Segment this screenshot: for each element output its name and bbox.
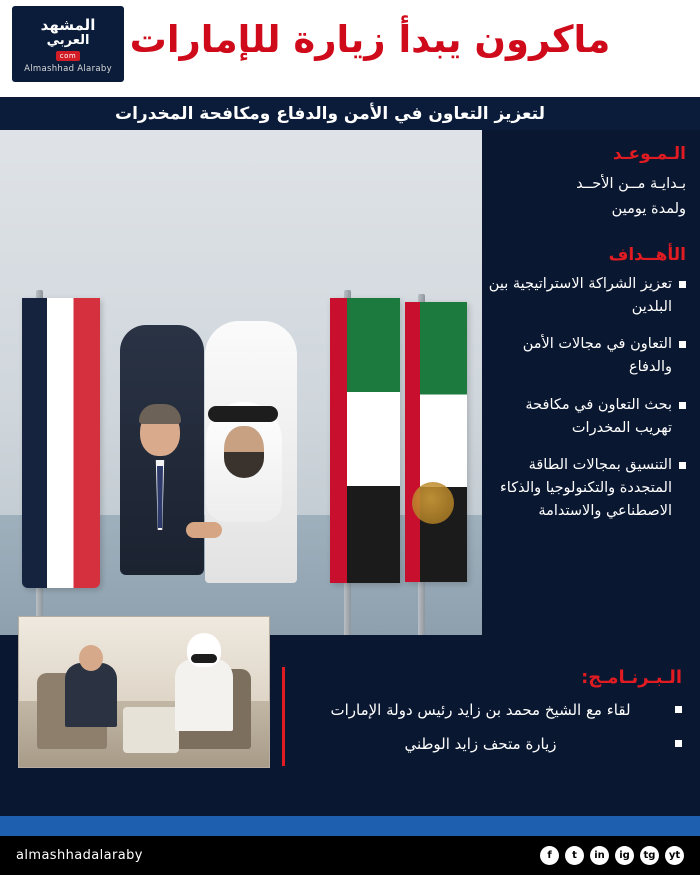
logo-english: Almashhad Alaraby bbox=[24, 63, 112, 74]
subhead-bar bbox=[0, 97, 700, 130]
twitter-icon[interactable]: t bbox=[565, 846, 584, 865]
list-item: لقاء مع الشيخ محمد بن زايد رئيس دولة الإمارات bbox=[295, 698, 682, 722]
goals-section-title: الأهــداف bbox=[608, 244, 686, 265]
handshake bbox=[186, 522, 222, 538]
date-section-title: الـمـوعـد bbox=[612, 144, 686, 164]
program-title: الـبـرنـامـج: bbox=[581, 667, 682, 688]
brand-logo bbox=[12, 6, 124, 82]
person-mbz-agal bbox=[208, 406, 278, 422]
list-item: بحث التعاون في مكافحة تهريب المخدرات bbox=[486, 394, 686, 440]
footer-brand: almashhadalaraby bbox=[16, 848, 143, 863]
list-item: تعزيز الشراكة الاستراتيجية بين البلدين bbox=[486, 273, 686, 319]
body bbox=[0, 130, 700, 836]
subhead-text: لتعزيز التعاون في الأمن والدفاع ومكافحة المخدرات bbox=[115, 103, 545, 124]
youtube-icon[interactable]: yt bbox=[665, 846, 684, 865]
page-title: ماكرون يبدأ زيارة للإمارات bbox=[129, 18, 611, 61]
photo-person-right bbox=[175, 659, 233, 731]
program-section bbox=[282, 667, 682, 766]
linkedin-icon[interactable]: in bbox=[590, 846, 609, 865]
flag-uae-1 bbox=[330, 298, 400, 583]
flag-uae-2 bbox=[405, 302, 467, 582]
photo-table bbox=[123, 707, 179, 753]
date-line-2: ولمدة يومين bbox=[611, 201, 686, 218]
photo-person-left-head bbox=[79, 645, 103, 671]
date-line-1: بـدايـة مــن الأحــد bbox=[576, 176, 686, 192]
info-column bbox=[486, 144, 686, 537]
logo-line-2: العربي bbox=[46, 33, 90, 49]
logo-line-1: المشهد bbox=[40, 16, 96, 35]
logo-arabic bbox=[41, 18, 96, 47]
hero-photo bbox=[0, 130, 482, 635]
flag-france bbox=[22, 298, 100, 588]
program-list bbox=[295, 698, 682, 756]
list-item: زيارة متحف زايد الوطني bbox=[295, 732, 682, 756]
goals-list bbox=[486, 273, 686, 524]
logo-badge: com bbox=[56, 51, 80, 61]
blue-divider bbox=[0, 816, 700, 836]
header bbox=[0, 0, 700, 97]
facebook-icon[interactable]: f bbox=[540, 846, 559, 865]
uae-emblem-icon bbox=[412, 482, 454, 524]
social-links bbox=[540, 846, 684, 865]
instagram-icon[interactable]: ig bbox=[615, 846, 634, 865]
telegram-icon[interactable]: tg bbox=[640, 846, 659, 865]
footer bbox=[0, 836, 700, 875]
person-macron-hair bbox=[139, 404, 181, 424]
secondary-photo bbox=[18, 616, 270, 768]
photo-person-left bbox=[65, 663, 117, 727]
photo-person-right-agal bbox=[191, 654, 217, 663]
list-item: التعاون في مجالات الأمن والدفاع bbox=[486, 333, 686, 379]
list-item: التنسيق بمجالات الطاقة المتجددة والتكنولوجيا والذكاء الاصطناعي والاستدامة bbox=[486, 454, 686, 524]
